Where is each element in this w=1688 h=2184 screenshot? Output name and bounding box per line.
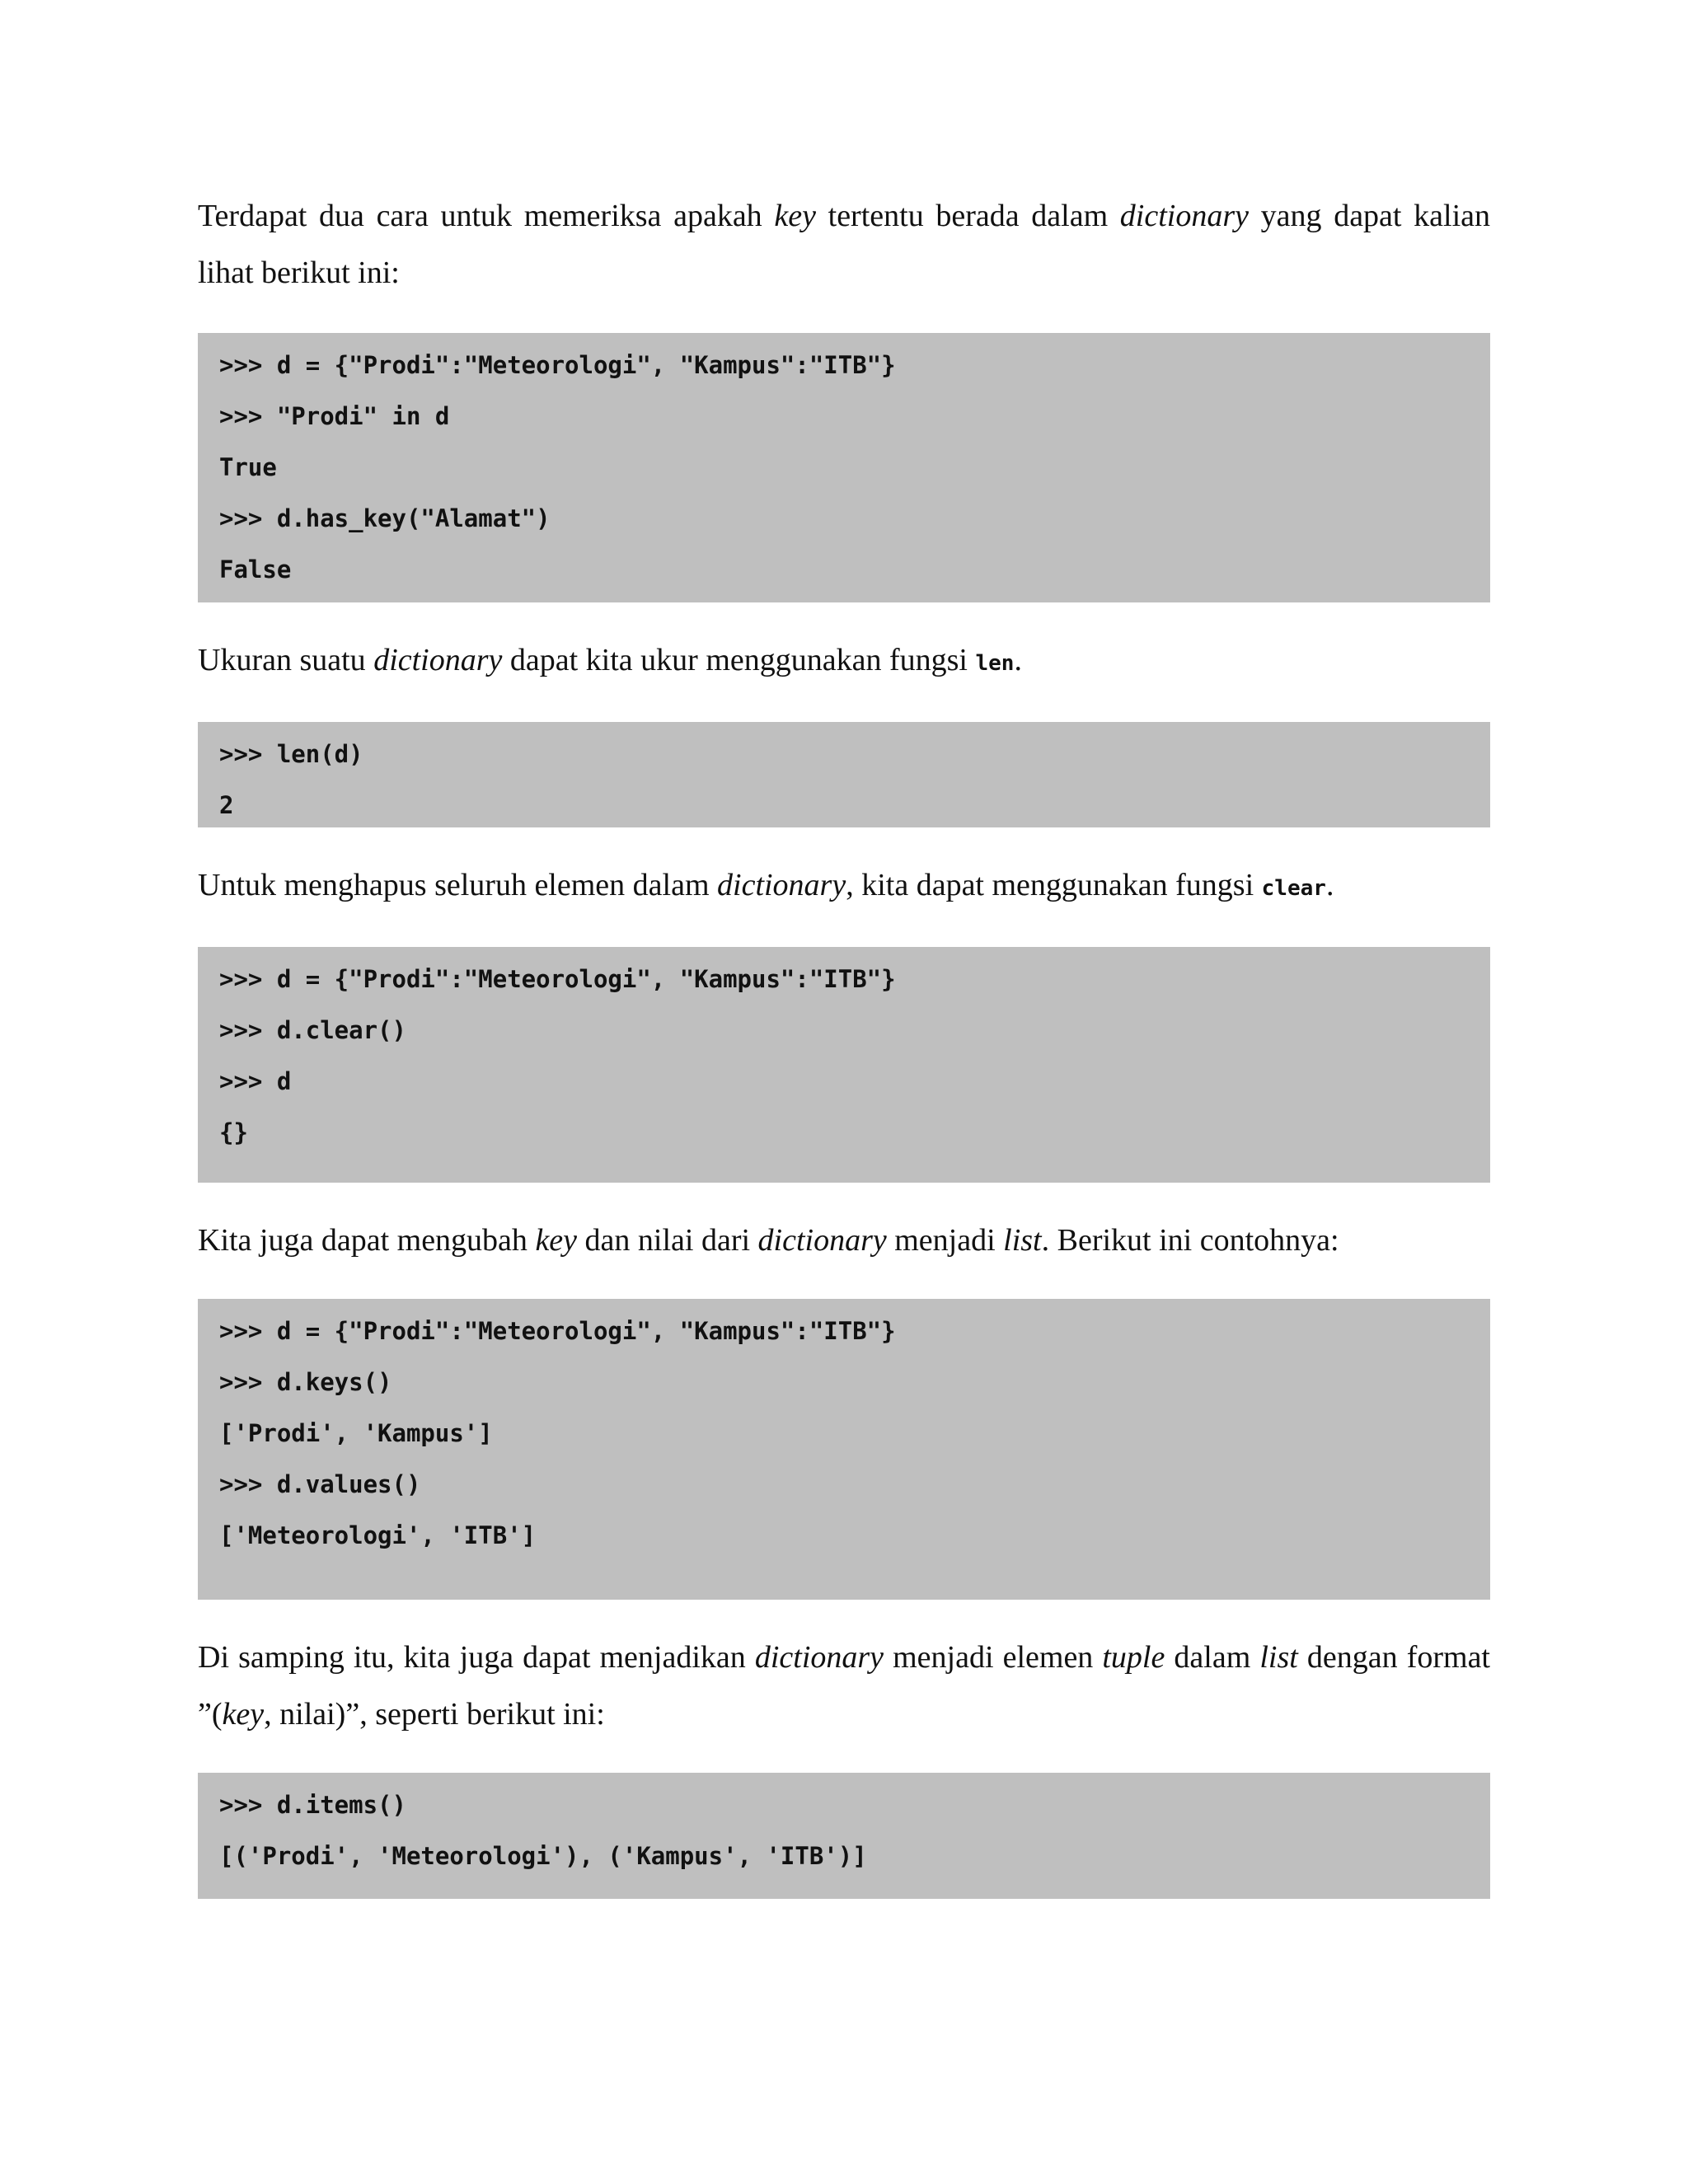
text-run: menjadi — [886, 1223, 1004, 1258]
text-run: Kita juga dapat mengubah — [198, 1223, 536, 1258]
code-line: >>> d.values() — [219, 1470, 421, 1498]
code-line: >>> d.clear() — [219, 1016, 406, 1044]
paragraph-len — [198, 632, 1490, 692]
code-block-items — [198, 1773, 1490, 1899]
inline-code: len — [975, 651, 1015, 676]
code-line: >>> d.has_key("Alamat") — [219, 504, 551, 532]
paragraph-key-check — [198, 188, 1490, 302]
italic-term: list — [1003, 1223, 1042, 1258]
paragraph-items — [198, 1629, 1490, 1743]
italic-term: key — [535, 1223, 578, 1258]
code-line: 2 — [219, 791, 234, 819]
text-run: dan nilai dari — [577, 1223, 758, 1258]
code-block-keys-values — [198, 1299, 1490, 1600]
text-run: Di samping itu, kita juga dapat menjadikan — [198, 1640, 755, 1675]
italic-term: key — [222, 1697, 265, 1732]
code-block-len — [198, 722, 1490, 827]
text-run: Untuk menghapus seluruh elemen dalam — [198, 868, 718, 902]
italic-term: tuple — [1102, 1640, 1165, 1675]
text-run: , nilai)”, seperti berikut ini: — [264, 1697, 605, 1732]
code-line: >>> d = {"Prodi":"Meteorologi", "Kampus":"ITB"} — [219, 351, 896, 379]
code-line: >>> d — [219, 1067, 292, 1095]
italic-term: list — [1259, 1640, 1298, 1675]
text-run: Terdapat dua cara untuk memeriksa apakah — [198, 199, 775, 233]
code-line: >>> d.items() — [219, 1791, 406, 1819]
italic-term: dictionary — [373, 643, 503, 677]
text-run: dalam — [1165, 1640, 1260, 1675]
text-run: dapat kita ukur menggunakan fungsi — [502, 643, 976, 677]
code-line: >>> len(d) — [219, 740, 363, 768]
code-block-key-check — [198, 333, 1490, 602]
italic-term: dictionary — [1119, 199, 1249, 233]
text-run: menjadi elemen — [884, 1640, 1103, 1675]
code-line: True — [219, 453, 277, 481]
text-run: Ukuran suatu — [198, 643, 374, 677]
code-line: False — [219, 555, 292, 583]
inline-code: clear — [1261, 876, 1326, 901]
code-line: ['Prodi', 'Kampus'] — [219, 1419, 493, 1447]
paragraph-clear — [198, 857, 1490, 917]
code-line: >>> "Prodi" in d — [219, 402, 450, 430]
text-run: . Berikut ini contohnya: — [1041, 1223, 1339, 1258]
italic-term: dictionary — [757, 1223, 887, 1258]
code-line: [('Prodi', 'Meteorologi'), ('Kampus', 'ITB')] — [219, 1842, 867, 1870]
document-page — [198, 188, 1490, 1899]
text-run: . — [1325, 868, 1334, 902]
text-run: dengan format ”( — [198, 1640, 1490, 1732]
code-line: >>> d = {"Prodi":"Meteorologi", "Kampus":"ITB"} — [219, 1317, 896, 1345]
code-line: >>> d.keys() — [219, 1368, 392, 1396]
italic-term: key — [774, 199, 816, 233]
paragraph-keys-values — [198, 1212, 1490, 1269]
text-run: yang dapat kalian lihat berikut ini: — [198, 199, 1490, 290]
text-run: tertentu berada dalam — [815, 199, 1120, 233]
text-run: , kita dapat menggunakan fungsi — [846, 868, 1262, 902]
text-run: . — [1014, 643, 1022, 677]
code-line: ['Meteorologi', 'ITB'] — [219, 1521, 537, 1549]
code-line: {} — [219, 1118, 248, 1146]
code-line: >>> d = {"Prodi":"Meteorologi", "Kampus":"ITB"} — [219, 965, 896, 993]
code-block-clear — [198, 947, 1490, 1183]
italic-term: dictionary — [754, 1640, 884, 1675]
italic-term: dictionary — [717, 868, 846, 902]
